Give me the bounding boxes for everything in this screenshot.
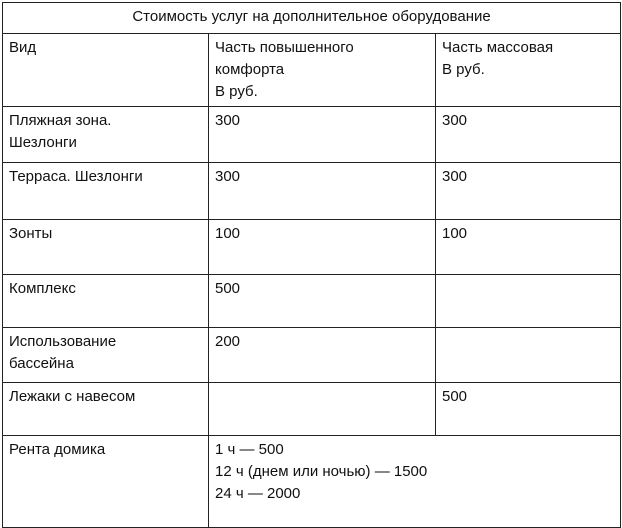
table-row (3, 383, 621, 436)
rent-price: 12 ч (днем или ночью) — 1500 (215, 463, 428, 480)
cell-mass (436, 328, 621, 383)
table-row (3, 275, 621, 328)
header-text: комфорта (215, 61, 285, 78)
header-type: Вид (3, 34, 209, 107)
cell-type (3, 328, 209, 383)
cell-comfort: 300 (209, 163, 436, 220)
cell-type: Терраса. Шезлонги (3, 163, 209, 220)
type-text: Пляжная зона. (9, 112, 112, 129)
rent-price: 24 ч — 2000 (215, 485, 301, 502)
table-title: Стоимость услуг на дополнительное оборудование (3, 3, 621, 34)
header-mass (436, 34, 621, 107)
header-text: В руб. (215, 83, 258, 100)
price-table (2, 2, 621, 528)
type-text: Использование (9, 333, 117, 350)
type-text: бассейна (9, 355, 74, 372)
cell-rent-prices (209, 436, 621, 528)
table-row (3, 220, 621, 275)
header-comfort (209, 34, 436, 107)
cell-mass (436, 275, 621, 328)
cell-mass: 300 (436, 107, 621, 163)
cell-type: Зонты (3, 220, 209, 275)
table-row (3, 163, 621, 220)
cell-comfort (209, 383, 436, 436)
cell-comfort: 200 (209, 328, 436, 383)
header-text: Часть повышенного (215, 39, 354, 56)
header-text: В руб. (442, 61, 485, 78)
cell-type (3, 107, 209, 163)
cell-mass: 500 (436, 383, 621, 436)
rent-price: 1 ч — 500 (215, 441, 284, 458)
cell-mass: 300 (436, 163, 621, 220)
cell-type: Лежаки с навесом (3, 383, 209, 436)
table-row (3, 328, 621, 383)
table-header-row (3, 34, 621, 107)
cell-comfort: 300 (209, 107, 436, 163)
cell-type: Комплекс (3, 275, 209, 328)
cell-type: Рента домика (3, 436, 209, 528)
cell-mass: 100 (436, 220, 621, 275)
table-row-rent (3, 436, 621, 528)
header-text: Часть массовая (442, 39, 554, 56)
cell-comfort: 500 (209, 275, 436, 328)
type-text: Шезлонги (9, 134, 77, 151)
cell-comfort: 100 (209, 220, 436, 275)
table-row (3, 107, 621, 163)
table-title-row (3, 3, 621, 34)
